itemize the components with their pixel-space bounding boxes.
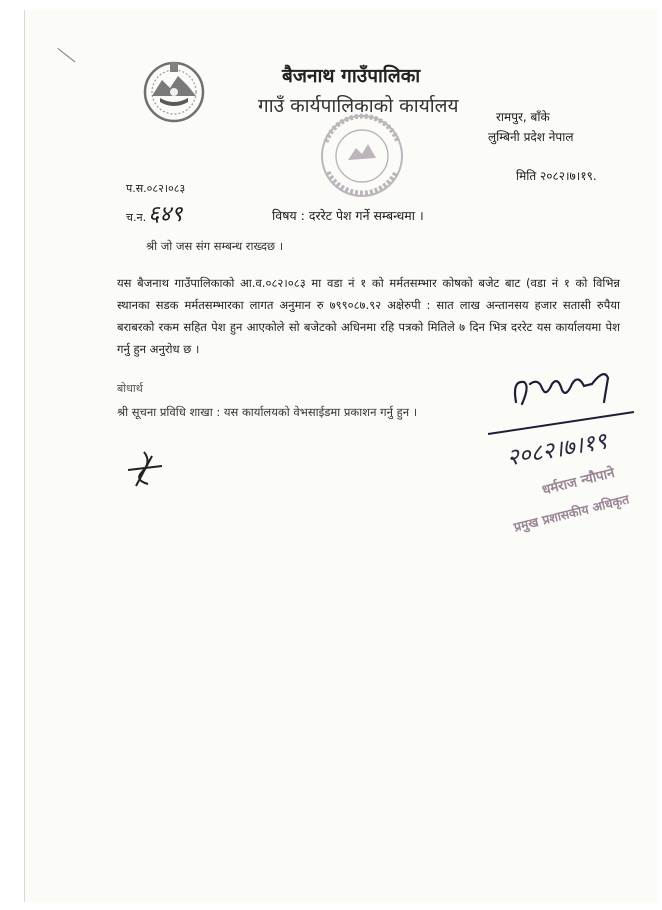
dispatch-handwritten-number: ६४९: [148, 202, 183, 227]
office-seal-stamp: [310, 112, 414, 202]
nepal-emblem-icon: [140, 56, 208, 124]
letter-body: यस बैजनाथ गाउँपालिकाको आ.व.०८२।०८३ मा वडा नं १ को मर्मतसम्भार कोषको बजेट बाट (वडा नं १ को विभिन्न स्थानका सडक मर्मतसम्भारका लागत अनुमान रु ७९९०८७.९२ अक्षेरुपी : सात लाख अन्तानसय हजार सतासी रुपैया बराबरको रकम सहित पेश हुन आएकोले सो बजेटको अधिनमा रहि पत्रको मितिले ७ दिन भित्र दररेट यस कार्यालयमा पेश गर्नु हुन अनुरोध छ ।: [117, 276, 620, 356]
letter-number: प.स.०८२।०८३: [126, 182, 186, 195]
letter-date: मिति २०८२।७।१९.: [516, 169, 597, 183]
letter-subject: विषय : दररेट पेश गर्ने सम्बन्धमा ।: [272, 208, 424, 223]
signature-date: २०८२।७।१९: [504, 428, 609, 472]
dispatch-label: च.न.: [126, 211, 147, 224]
office-subtitle-text: गाउँ कार्यपालिकाको कार्यालय: [258, 95, 459, 117]
cc-label: बोधार्थ: [117, 382, 143, 395]
letter-salutation: श्री जो जस संग सम्बन्ध राख्दछ ।: [146, 239, 284, 253]
cc-line: श्री सूचना प्रविधि शाखा : यस कार्यालयको वेभसाईडमा प्रकाशन गर्नु हुन ।: [117, 405, 418, 419]
municipality-title: बैजनाथ गाउँपालिका: [282, 65, 421, 87]
signatory-title-stamp: प्रमुख प्रशासकीय अधिकृत: [512, 491, 631, 535]
address-line-2: लुम्बिनी प्रदेश नेपाल: [488, 130, 574, 144]
address-line-1: रामपुर, बाँके: [496, 110, 550, 124]
initial-mark-icon: [122, 448, 168, 488]
dispatch-number: [126, 198, 182, 228]
signatory-name-stamp: धर्मराज न्यौपाने: [540, 465, 617, 499]
